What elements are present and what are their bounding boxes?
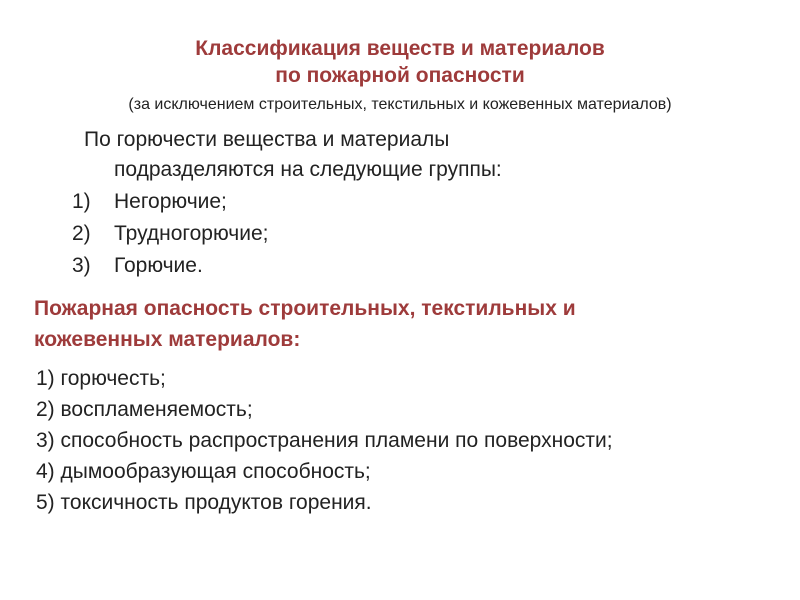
combustibility-group-item — [72, 219, 268, 249]
page-title-line-1: Классификация веществ и материалов — [195, 37, 605, 60]
group-item-number: 3) — [72, 254, 91, 277]
combustibility-intro-line-2: подразделяются на следующие группы: — [114, 158, 502, 181]
combustibility-intro-line-1: По горючести вещества и материалы — [84, 128, 450, 151]
combustibility-group-item — [72, 251, 203, 281]
group-item-number: 1) — [72, 190, 91, 213]
group-item-label: Трудногорючие; — [114, 222, 269, 245]
property-list-item: 3) способность распространения пламени по поверхности; — [36, 429, 613, 452]
group-item-label: Негорючие; — [114, 190, 227, 213]
combustibility-group-item — [72, 187, 227, 217]
property-list-item: 1) горючесть; — [36, 367, 166, 390]
building-materials-heading-line-1: Пожарная опасность строительных, текстильных и — [34, 297, 576, 320]
page-subtitle: (за исключением строительных, текстильных и кожевенных материалов) — [128, 96, 672, 113]
property-list-item: 4) дымообразующая способность; — [36, 460, 371, 483]
page-title-line-2: по пожарной опасности — [275, 64, 525, 87]
property-list-item: 5) токсичность продуктов горения. — [36, 491, 372, 514]
group-item-number: 2) — [72, 222, 91, 245]
building-materials-heading-line-2: кожевенных материалов: — [34, 328, 301, 351]
property-list-item: 2) воспламеняемость; — [36, 398, 253, 421]
group-item-label: Горючие. — [114, 254, 203, 277]
